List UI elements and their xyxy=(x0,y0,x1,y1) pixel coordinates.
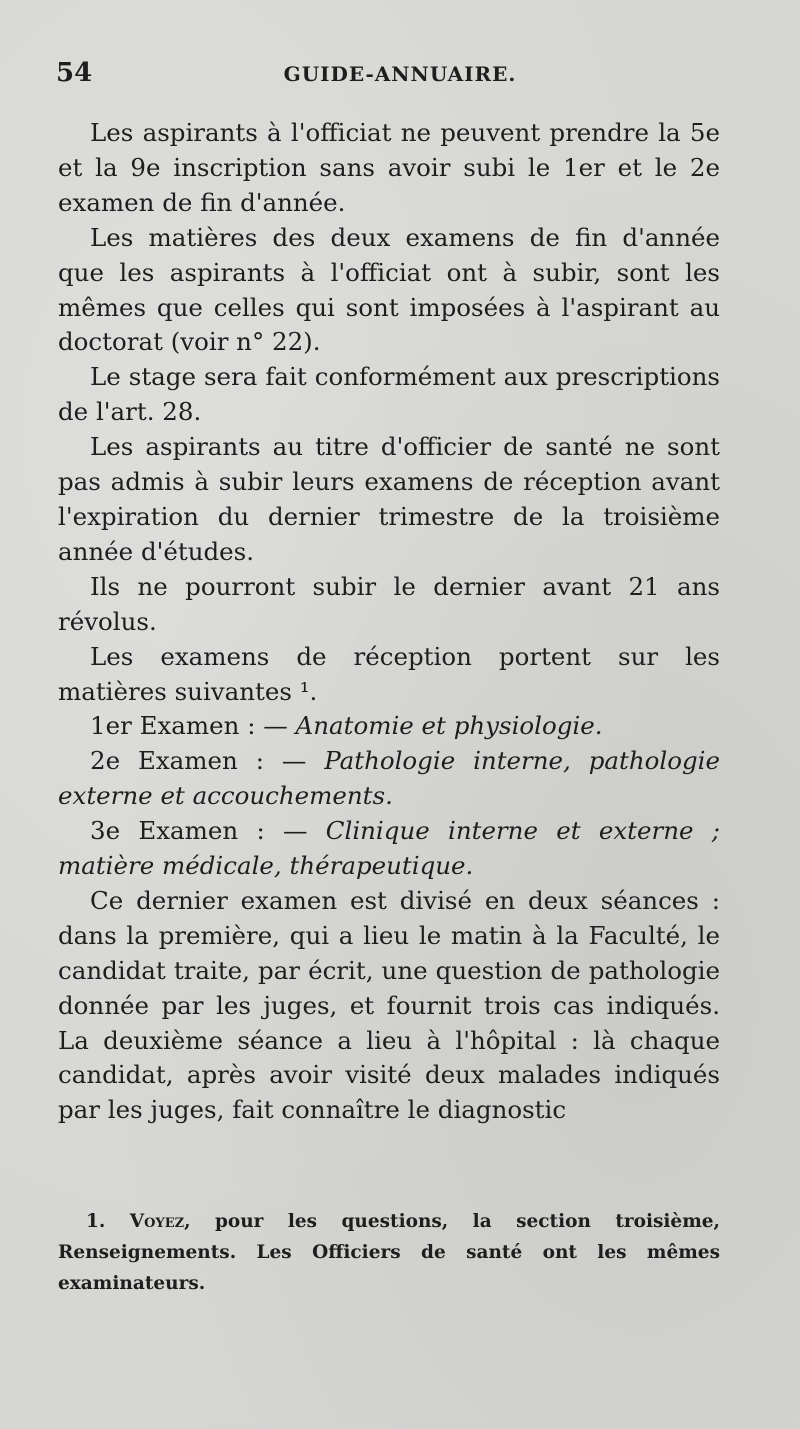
paragraph-age: Ils ne pourront subir le dernier avant 21 ans révolus. xyxy=(58,571,720,636)
exam-item-2 xyxy=(58,744,720,814)
exam-subject: Pathologie interne, pathologie externe et accouchements. xyxy=(58,746,720,811)
paragraph-reception-exams: Les examens de réception portent sur les matières suivantes ¹. xyxy=(58,641,720,706)
paragraph-last-exam: Ce dernier examen est divisé en deux séances : dans la première, qui a lieu le matin à la Faculté, le candidat traite, par écrit, une question de pathologie donnée par les juges, et fournit trois cas indiqués. La deuxième séance a lieu à l'hôpital : là chaque candidat, après avoir visité deux malades indiqués par les juges, fait connaître le diagnostic xyxy=(58,885,720,1125)
paragraph-admission: Les aspirants au titre d'officier de santé ne sont pas admis à subir leurs examens de réception avant l'expiration du dernier trimestre de la troisième année d'études. xyxy=(58,432,720,566)
exam-label: 3e Examen : — xyxy=(90,816,326,846)
body-text xyxy=(58,116,720,1128)
page-header xyxy=(56,58,744,92)
footnote-text: , pour les questions, la section troisième, Renseignements. Les Officiers de santé ont les mêmes examinateurs. xyxy=(58,1211,720,1294)
exam-subject: Clinique interne et externe ; matière médicale, thérapeutique. xyxy=(58,816,720,881)
footnote-marker: 1. xyxy=(86,1211,130,1232)
exam-label: 2e Examen : — xyxy=(90,746,325,776)
exam-item-1 xyxy=(58,709,720,744)
page-number: 54 xyxy=(56,58,93,88)
paragraph-exam-subjects: Les matières des deux examens de fin d'année que les aspirants à l'officiat ont à subir, sont les mêmes que celles qui sont imposées à l'aspirant au doctorat (voir n° 22). xyxy=(58,222,720,357)
footnote xyxy=(58,1206,720,1299)
footnote-lead: Voyez xyxy=(129,1211,185,1232)
exam-item-3 xyxy=(58,814,720,884)
paragraph-stage: Le stage sera fait conformément aux prescriptions de l'art. 28. xyxy=(58,362,720,427)
paragraph-officiat-inscriptions: Les aspirants à l'officiat ne peuvent prendre la 5e et la 9e inscription sans avoir subi le 1er et le 2e examen de fin d'année. xyxy=(58,118,720,217)
exam-label: 1er Examen : — xyxy=(90,711,296,741)
running-title: GUIDE-ANNUAIRE. xyxy=(283,62,517,86)
exam-subject: Anatomie et physiologie. xyxy=(295,711,603,741)
